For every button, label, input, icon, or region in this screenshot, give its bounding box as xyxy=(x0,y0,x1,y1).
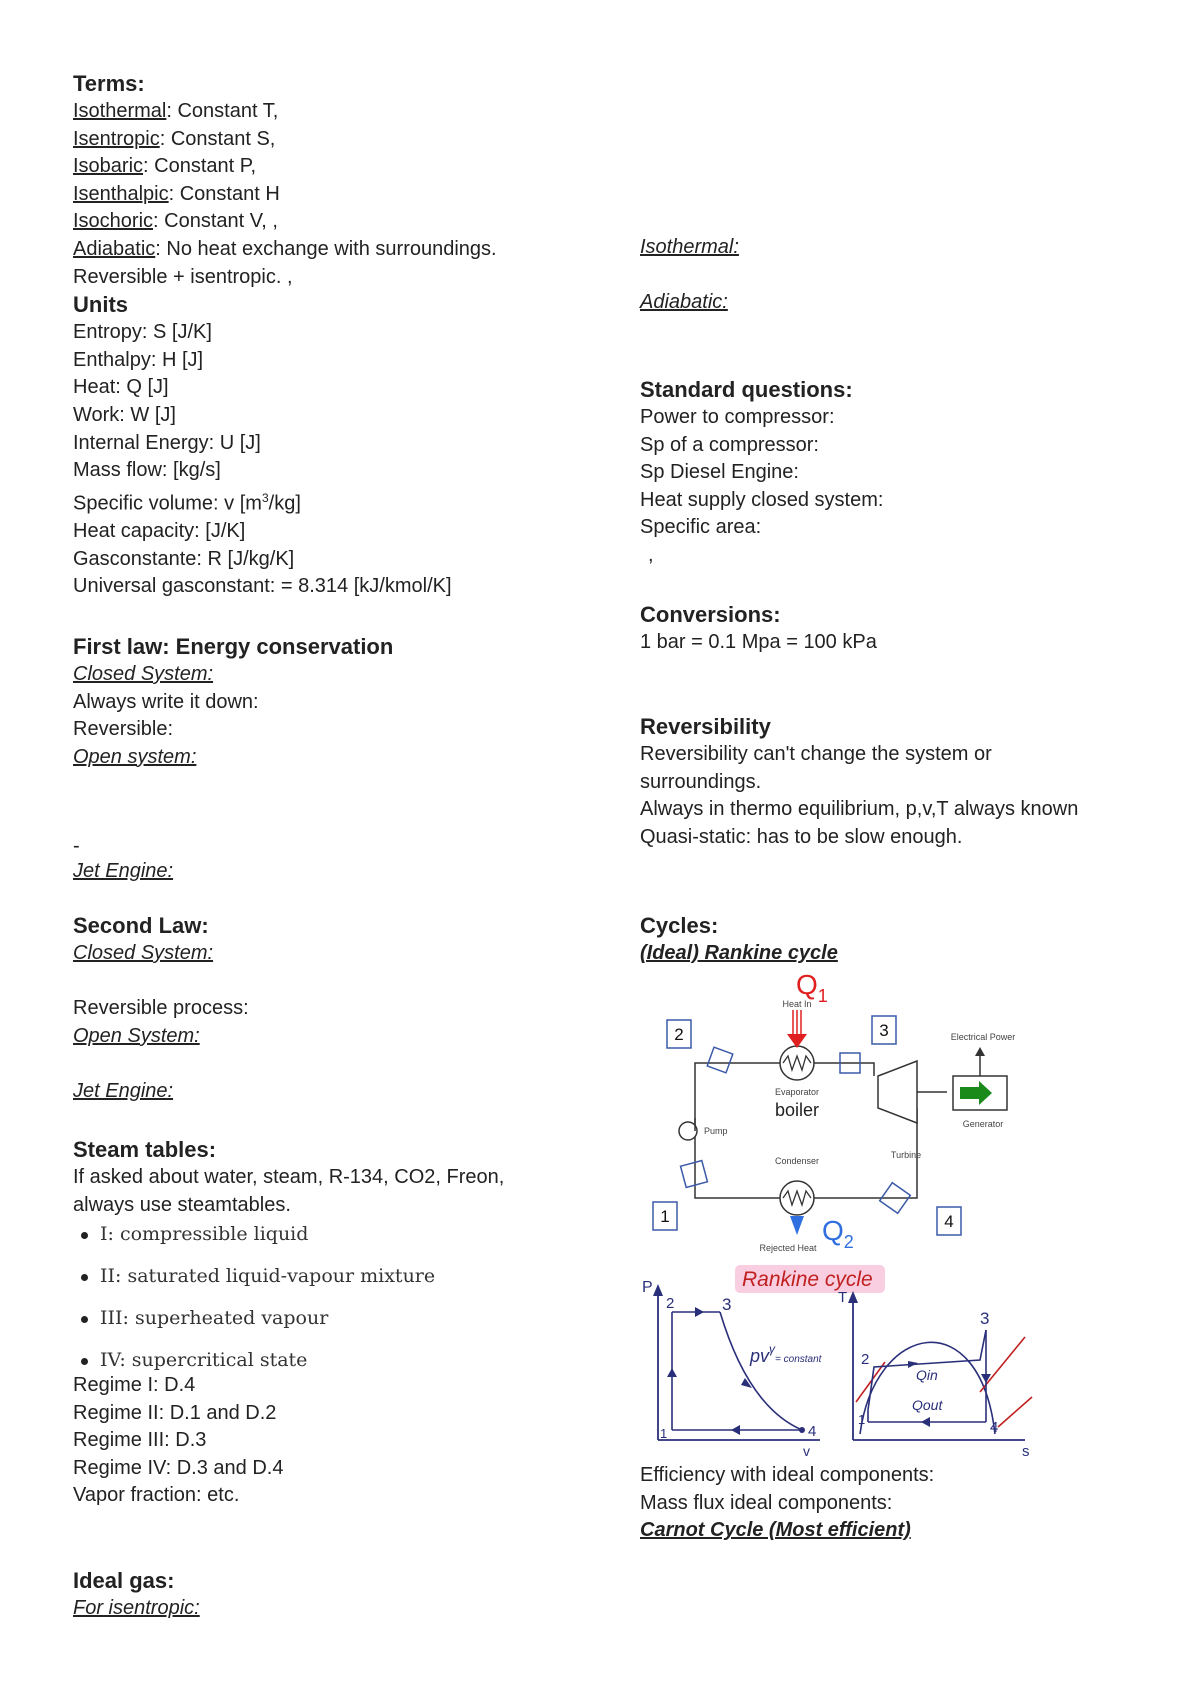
standard-questions-section xyxy=(640,376,1180,570)
jet-engine-label-2: Jet Engine: xyxy=(73,1079,174,1102)
unit-line: Internal Energy: U [J] xyxy=(73,431,261,454)
state-label-3: 3 xyxy=(879,1021,889,1040)
ts-t-label: T xyxy=(838,1289,848,1306)
heat-in-label: Heat In xyxy=(782,999,812,1009)
q2-label: $Q_2$ xyxy=(822,1215,854,1252)
state-label-2: 2 xyxy=(674,1025,684,1044)
rejected-heat-label: Rejected Heat xyxy=(759,1243,817,1253)
ts-label-2: 2 xyxy=(861,1351,870,1368)
unit-line-specific-volume: Specific volume: v $[m^3/kg]$ xyxy=(73,490,301,515)
pv-label-4: 4 xyxy=(808,1423,817,1440)
pv-label-1: 1 xyxy=(660,1426,668,1441)
pv-arrow-icon xyxy=(667,1368,677,1377)
state-marker xyxy=(681,1161,708,1188)
unit-line: Entropy: S [J/K] xyxy=(73,321,212,344)
reversibility-section xyxy=(640,713,1180,851)
standard-question: Sp of a compressor: xyxy=(640,433,819,456)
regimes-list xyxy=(73,1372,283,1510)
cycles-heading: Cycles: xyxy=(640,913,719,938)
pv-v-label: v xyxy=(803,1443,810,1458)
open-system-label-2: Open System: xyxy=(73,1024,200,1047)
carnot-heading: Carnot Cycle (Most efficient) xyxy=(640,1519,911,1542)
pv-label-3: 3 xyxy=(722,1295,732,1314)
pv-label-2: 2 xyxy=(666,1295,675,1312)
cycle-loop-line xyxy=(814,1063,874,1076)
q-in-label: Qin xyxy=(916,1367,938,1383)
reversibility-line: Quasi-static: has to be slow enough. xyxy=(640,825,963,848)
term-line: Isentropic: Constant S, xyxy=(73,127,276,150)
dash-mark: - xyxy=(73,835,80,857)
sketch-title: Rankine cycle xyxy=(742,1268,873,1291)
closed-system-label: Closed System: xyxy=(73,663,214,685)
standard-question: Sp Diesel Engine: xyxy=(640,461,799,484)
ts-label-4: 4 xyxy=(990,1419,999,1436)
efficiency-label: Efficiency with ideal components: xyxy=(640,1464,935,1486)
spacer xyxy=(73,1050,613,1078)
pv-y-arrow xyxy=(653,1284,663,1296)
for-isentropic-label: For isentropic: xyxy=(73,1597,200,1619)
rejected-heat-arrow-icon xyxy=(790,1216,804,1235)
q-out-label: Qout xyxy=(912,1397,943,1413)
steam-text: If asked about water, steam, R-134, CO2, Freon, xyxy=(73,1166,505,1188)
state-label-1: 1 xyxy=(660,1207,670,1226)
stray-comma: , xyxy=(648,543,654,566)
turbine-label: Turbine xyxy=(890,1150,922,1160)
unit-line: Heat capacity: [J/K] xyxy=(73,519,246,542)
open-system-label: Open system: xyxy=(73,745,197,768)
reversible-process-label: Reversible process: xyxy=(73,997,249,1020)
cycles-section xyxy=(640,912,838,968)
ideal-gas-heading: Ideal gas: xyxy=(73,1568,175,1593)
steam-tables-section xyxy=(73,1136,633,1381)
steam-text: always use steamtables. xyxy=(73,1193,291,1216)
reversibility-heading: Reversibility xyxy=(640,714,771,739)
evaporator-icon xyxy=(780,1046,814,1080)
power-arrow-head xyxy=(975,1047,985,1056)
reversible-label: Reversible: xyxy=(73,718,174,741)
term-line: Isochoric: Constant V, , xyxy=(73,210,278,233)
evaporator-label: Evaporator xyxy=(774,1087,820,1097)
turbine-shape xyxy=(878,1061,917,1123)
regime-bullet: II: saturated liquid-vapour mixture xyxy=(73,1255,633,1297)
unit-line: Heat: Q [J] xyxy=(73,376,169,399)
standard-questions-heading: Standard questions: xyxy=(640,377,853,402)
rankine-heading: (Ideal) Rankine cycle xyxy=(640,942,838,964)
state-marker xyxy=(707,1047,733,1073)
standard-question: Specific area: xyxy=(640,516,762,539)
rankine-schematic xyxy=(640,968,1040,1258)
ts-arrow-icon xyxy=(921,1417,930,1427)
regime-bullet: IV: supercritical state xyxy=(73,1339,633,1381)
pv-p-label: P xyxy=(642,1279,653,1296)
unit-line: Universal gasconstant: = 8.314 [kJ/kmol/K] xyxy=(73,575,452,598)
reversibility-line: Reversibility can't change the system or xyxy=(640,743,992,765)
generator-label: Generator xyxy=(962,1119,1004,1129)
adiabatic-label: Adiabatic: xyxy=(640,291,728,313)
regime-line: Regime IV: D.3 and D.4 xyxy=(73,1456,284,1479)
ideal-gas-section xyxy=(73,1567,200,1623)
standard-question: Power to compressor: xyxy=(640,406,835,428)
bullet-dot xyxy=(81,1316,88,1323)
pv-arrow-icon xyxy=(731,1425,740,1435)
reversibility-line: Always in thermo equilibrium, p,v,T always known xyxy=(640,798,1079,821)
rankine-sketch xyxy=(640,1262,1040,1458)
regime-line: Regime II: D.1 and D.2 xyxy=(73,1401,277,1424)
term-line: Adiabatic: No heat exchange with surroundings. xyxy=(73,237,497,260)
term-line: Isothermal: Constant T, xyxy=(73,100,279,122)
condenser-icon xyxy=(780,1181,814,1215)
term-line: Isobaric: Constant P, xyxy=(73,155,257,178)
regime-line: Regime I: D.4 xyxy=(73,1374,196,1396)
pv-equation: $pv^\gamma_{= constant}$ xyxy=(750,1342,822,1366)
regime-line: Vapor fraction: etc. xyxy=(73,1484,240,1507)
regime-bullet: I: compressible liquid xyxy=(73,1213,633,1255)
jet-engine-label: Jet Engine: xyxy=(73,860,174,882)
standard-question: Heat supply closed system: xyxy=(640,488,884,511)
pump-label: Pump xyxy=(704,1126,728,1136)
ts-s-label: s xyxy=(1022,1443,1030,1458)
terms-heading: Terms: xyxy=(73,71,145,96)
reversibility-line: surroundings. xyxy=(640,770,762,793)
condenser-label: Condenser xyxy=(774,1156,820,1166)
second-law-section xyxy=(73,912,613,1106)
closed-system-label-2: Closed System: xyxy=(73,942,214,964)
ts-red-line xyxy=(998,1397,1032,1427)
first-law-heading: First law: Energy conservation xyxy=(73,634,394,659)
units-heading: Units xyxy=(73,292,128,318)
reversible-isentropic-line: Reversible + isentropic. , xyxy=(73,265,293,288)
term-line: Isenthalpic: Constant H xyxy=(73,182,280,205)
left-column xyxy=(73,70,613,601)
q1-label: $Q_1$ xyxy=(796,969,828,1006)
unit-line: Mass flow: [kg/s] xyxy=(73,459,221,482)
mass-flux-label: Mass flux ideal components: xyxy=(640,1491,893,1514)
conversions-heading: Conversions: xyxy=(640,602,781,627)
isothermal-label: Isothermal: xyxy=(640,236,739,258)
pv-arrow-icon xyxy=(695,1307,704,1317)
always-write-label: Always write it down: xyxy=(73,690,259,713)
cycle-notes xyxy=(640,1462,934,1545)
unit-line: Gasconstante: R [J/kg/K] xyxy=(73,547,295,570)
bullet-dot xyxy=(81,1358,88,1365)
unit-line: Work: W [J] xyxy=(73,403,176,426)
pv-expansion-curve xyxy=(720,1312,802,1430)
regime-line: Regime III: D.3 xyxy=(73,1429,207,1452)
regime-bullet: III: superheated vapour xyxy=(73,1297,633,1339)
unit-line: Enthalpy: H [J] xyxy=(73,348,204,371)
electrical-power-label: Electrical Power xyxy=(950,1032,1016,1042)
pv-point-4 xyxy=(799,1427,805,1433)
second-law-heading: Second Law: xyxy=(73,913,209,938)
bullet-dot xyxy=(81,1274,88,1281)
state-label-4: 4 xyxy=(944,1212,954,1231)
steam-tables-heading: Steam tables: xyxy=(73,1137,217,1162)
ts-label-3: 3 xyxy=(980,1309,990,1328)
heat-in-arrow-icon xyxy=(787,1034,807,1048)
conversion-line: 1 bar = 0.1 Mpa = 100 kPa xyxy=(640,631,877,653)
spacer xyxy=(73,968,613,996)
first-law-section xyxy=(73,633,613,771)
bullet-dot xyxy=(81,1232,88,1239)
conversions-section xyxy=(640,601,877,657)
boiler-label: boiler xyxy=(774,1100,820,1120)
ts-label-1: 1 xyxy=(858,1412,866,1427)
